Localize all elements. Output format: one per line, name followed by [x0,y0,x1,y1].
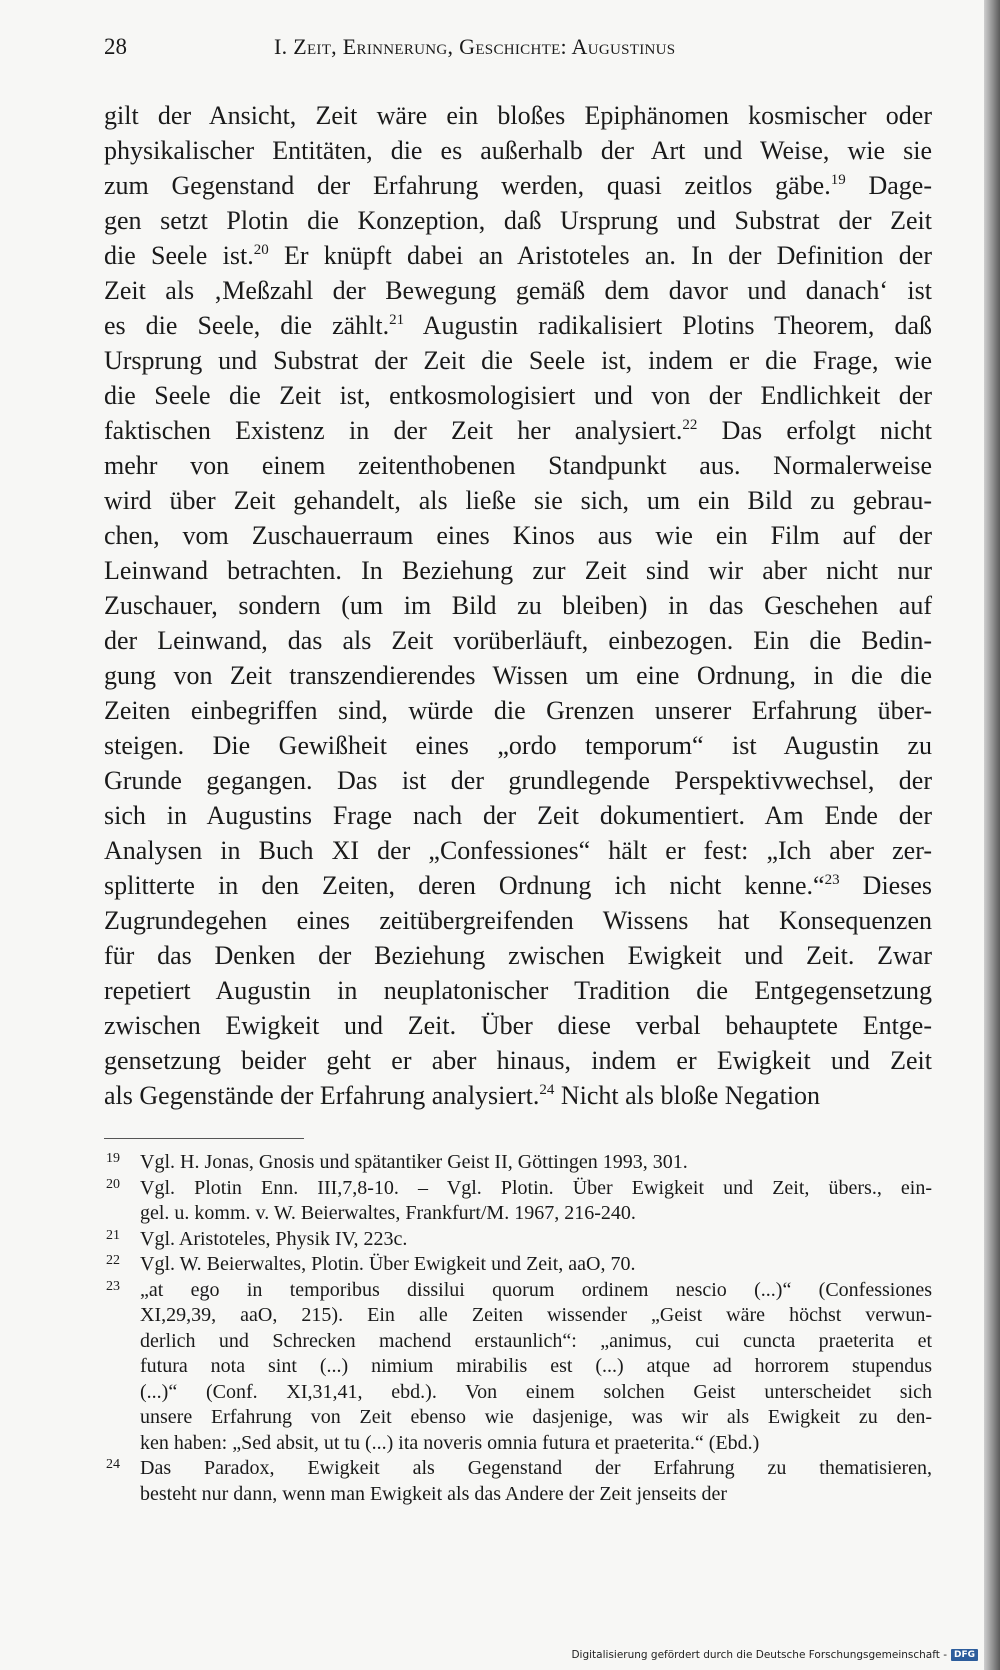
page-number: 28 [104,34,127,59]
digitization-footer [571,1646,978,1664]
main-text [104,98,932,1113]
text-line [104,798,932,833]
footnote-number: 19 [106,1151,120,1166]
footnote [104,1456,932,1507]
text-segment: zum Gegenstand der Erfahrung werden, quasi zeitlos gäbe. [104,171,831,200]
running-title: I. Zeit, Erinnerung, Geschichte: Augustinus [274,34,676,59]
text-line [104,133,932,168]
dfg-logo: DFG [951,1649,978,1661]
footnote-line: futura nota sint (...) nimium mirabilis est (...) atque ad horrorem stupendus [140,1355,932,1377]
text-line [104,273,932,308]
text-line [104,1078,932,1113]
footnote-line: (...)“ (Conf. XI,31,41, ebd.). Von einem solchen Geist unterscheidet sich [140,1380,932,1403]
text-segment: Nicht als bloße Negation [554,1081,821,1110]
text-segment: Ursprung und Substrat der Zeit die Seele ist, indem er die Frage, wie [104,346,932,375]
text-line [104,658,932,693]
text-line [104,308,932,343]
text-segment: gensetzung beider geht er aber hinaus, indem er Ewigkeit und Zeit [104,1046,932,1075]
footnote-reference[interactable]: 20 [253,242,269,258]
footnote-line: XI,29,39, aaO, 215). Ein alle Zeiten wissender „Geist wäre höchst verwun- [140,1304,932,1326]
text-line [104,518,932,553]
footnote-reference[interactable]: 24 [539,1082,555,1098]
text-segment: chen, vom Zuschauerraum eines Kinos aus wie ein Film auf der [104,521,932,550]
text-line [104,1043,932,1078]
text-segment: splitterte in den Zeiten, deren Ordnung ich nicht kenne.“ [104,871,825,900]
footnote-number: 22 [106,1253,120,1268]
text-line [104,833,932,868]
footnote-reference[interactable]: 23 [824,872,840,888]
footnote-line: „at ego in temporibus dissilui quorum ordinem nescio (...)“ (Confessiones [140,1278,932,1301]
text-line [104,868,932,903]
text-segment: Dieses [839,871,932,900]
footnote-line: derlich und Schrecken machend erstaunlich“: „animus, cui cuncta praeterita et [140,1329,932,1352]
text-line [104,98,932,133]
text-line [104,168,932,203]
text-line [104,448,932,483]
page-header [104,34,910,64]
footnote-line: Vgl. H. Jonas, Gnosis und spätantiker Geist II, Göttingen 1993, 301. [140,1151,688,1173]
text-line [104,938,932,973]
text-line [104,413,932,448]
text-line [104,483,932,518]
text-line [104,238,932,273]
footnotes [104,1150,932,1507]
text-segment: für das Denken der Beziehung zwischen Ewigkeit und Zeit. Zwar [104,941,932,970]
footnote-line: Das Paradox, Ewigkeit als Gegenstand der Erfahrung zu thematisieren, [140,1457,932,1479]
text-segment: gung von Zeit transzendierendes Wissen um eine Ordnung, in die die [104,661,932,690]
footnote-line: besteht nur dann, wenn man Ewigkeit als das Andere der Zeit jenseits der [140,1482,728,1505]
text-segment: Dage- [845,171,933,200]
text-segment: steigen. Die Gewißheit eines „ordo temporum“ ist Augustin zu [104,731,932,760]
footnote-divider [104,1138,304,1139]
text-line [104,623,932,658]
footnote-number: 24 [106,1457,120,1472]
text-segment: gilt der Ansicht, Zeit wäre ein bloßes Epiphänomen kosmischer oder [104,101,932,130]
footnote-number: 21 [106,1227,120,1243]
footnote-line: Vgl. Aristoteles, Physik IV, 223c. [140,1227,408,1250]
text-line [104,763,932,798]
text-line [104,378,932,413]
footnote-reference[interactable]: 21 [389,312,405,328]
text-line [104,728,932,763]
text-segment: Grunde gegangen. Das ist der grundlegende Perspektivwechsel, der [104,766,932,795]
text-segment: Augustin radikalisiert Plotins Theorem, daß [404,311,932,340]
text-segment: Er knüpft dabei an Aristoteles an. In der Definition der [268,241,932,270]
text-segment: die Seele die Zeit ist, entkosmologisiert und von der Endlichkeit der [104,381,932,410]
text-segment: Analysen in Buch XI der „Confessiones“ hält er fest: „Ich aber zer- [104,836,932,865]
text-segment: repetiert Augustin in neuplatonischer Tradition die Entgegensetzung [104,976,932,1005]
text-segment: physikalischer Entitäten, die es außerhalb der Art und Weise, wie sie [104,136,932,165]
text-segment: Zeiten einbegriffen sind, würde die Grenzen unserer Erfahrung über- [104,696,932,725]
footnote [104,1227,932,1253]
text-line [104,553,932,588]
text-segment: sich in Augustins Frage nach der Zeit dokumentiert. Am Ende der [104,801,932,830]
text-segment: mehr von einem zeitenthobenen Standpunkt aus. Normalerweise [104,451,932,480]
text-segment: Das erfolgt nicht [697,416,932,445]
scan-edge [984,0,1000,1670]
footnote-line: unsere Erfahrung von Zeit ebenso wie dasjenige, was wir als Ewigkeit zu den- [140,1406,932,1428]
text-line [104,903,932,938]
text-line [104,1008,932,1043]
text-segment: die Seele ist. [104,241,254,270]
footnote-number: 20 [106,1176,120,1192]
footnote [104,1176,932,1227]
footnote-line: Vgl. W. Beierwaltes, Plotin. Über Ewigkeit und Zeit, aaO, 70. [140,1253,636,1275]
text-line [104,588,932,623]
footer-text: Digitalisierung gefördert durch die Deutsche Forschungsgemeinschaft - [571,1649,947,1661]
footnote-reference[interactable]: 19 [830,172,846,188]
footnote [104,1252,932,1278]
text-segment: Zeit als ‚Meßzahl der Bewegung gemäß dem davor und danach‘ ist [104,276,932,305]
text-segment: es die Seele, die zählt. [104,311,390,340]
text-segment: zwischen Ewigkeit und Zeit. Über diese verbal behauptete Entge- [104,1011,932,1040]
text-segment: wird über Zeit gehandelt, als ließe sie sich, um ein Bild zu gebrau- [104,486,932,515]
footnote-reference[interactable]: 22 [682,417,698,433]
text-segment: als Gegenstände der Erfahrung analysiert. [104,1081,540,1110]
footnote-number: 23 [106,1278,120,1294]
text-segment: gen setzt Plotin die Konzeption, daß Ursprung und Substrat der Zeit [104,206,932,235]
text-segment: Leinwand betrachten. In Beziehung zur Zeit sind wir aber nicht nur [104,556,932,585]
footnote-line: Vgl. Plotin Enn. III,7,8-10. – Vgl. Plotin. Über Ewigkeit und Zeit, übers., ein- [140,1176,932,1199]
text-segment: faktischen Existenz in der Zeit her analysiert. [104,416,683,445]
text-segment: Zuschauer, sondern (um im Bild zu bleiben) in das Geschehen auf [104,591,932,620]
footnote-line: ken haben: „Sed absit, ut tu (...) ita noveris omnia futura et praeterita.“ (Ebd.) [140,1431,760,1454]
footnote [104,1278,932,1457]
text-segment: Zugrundegehen eines zeitübergreifenden Wissens hat Konsequenzen [104,906,932,935]
text-line [104,973,932,1008]
footnote-line: gel. u. komm. v. W. Beierwaltes, Frankfurt/M. 1967, 216-240. [140,1202,636,1224]
text-segment: der Leinwand, das als Zeit vorüberläuft, einbezogen. Ein die Bedin- [104,626,932,655]
text-line [104,203,932,238]
footnote [104,1150,932,1176]
text-line [104,343,932,378]
text-line [104,693,932,728]
